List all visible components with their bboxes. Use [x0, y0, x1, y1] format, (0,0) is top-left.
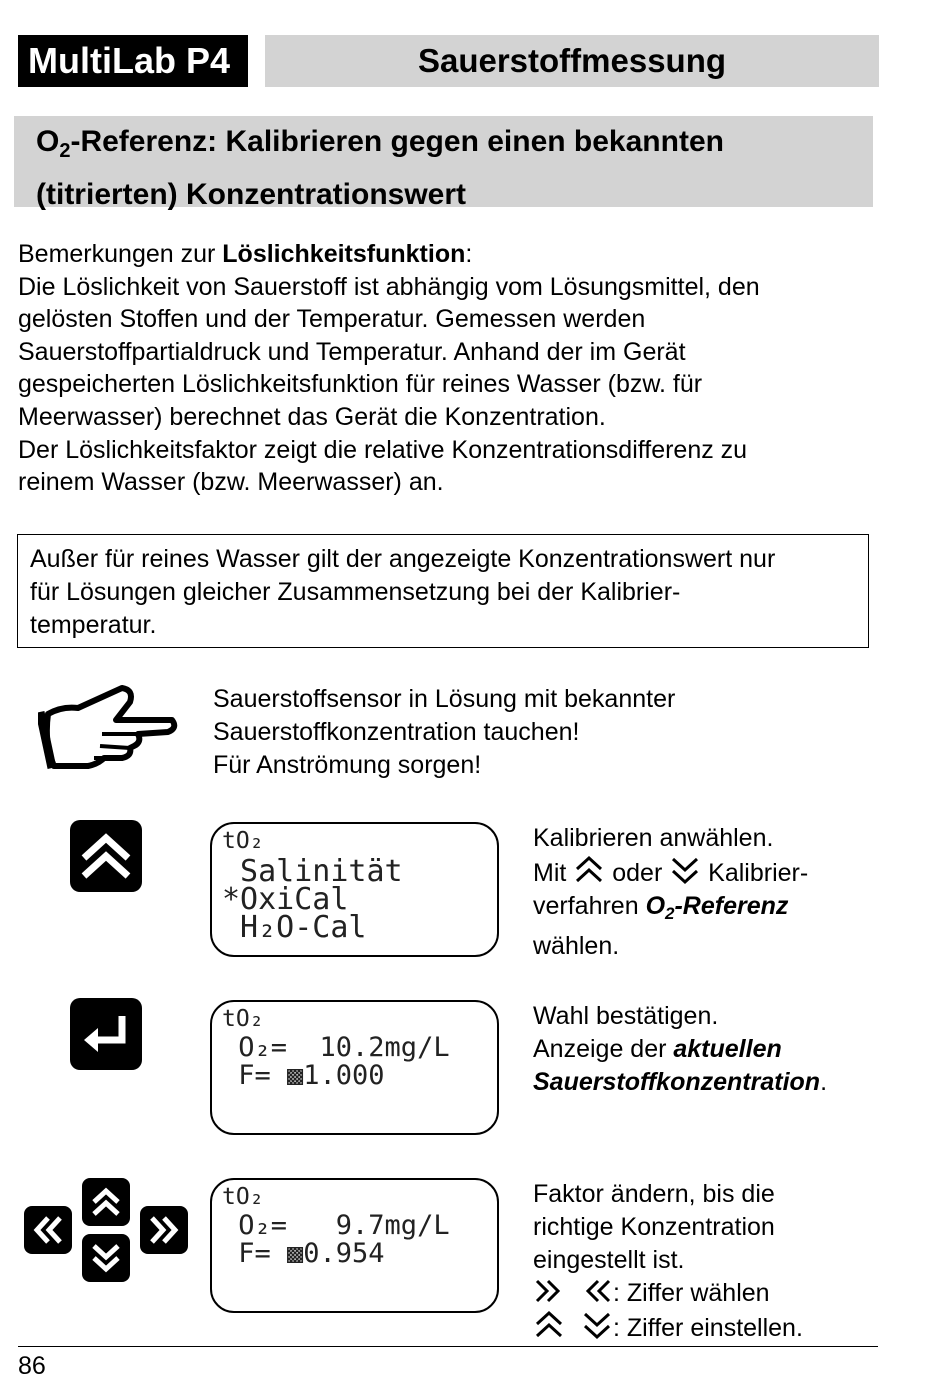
- step-text: .: [820, 1068, 828, 1096]
- step-subscript: 2: [665, 904, 675, 923]
- hint-line: Sauerstoffkonzentration tauchen!: [213, 718, 580, 746]
- intro-line: reinem Wasser (bzw. Meerwasser) an.: [18, 468, 444, 497]
- step-text: oder: [605, 859, 670, 887]
- page-heading: [14, 116, 873, 211]
- step-line: Faktor ändern, bis die: [533, 1180, 775, 1208]
- lcd-line: H₂O-Cal: [222, 910, 367, 945]
- step-text: Mit: [533, 859, 574, 887]
- step-line: [533, 1033, 933, 1066]
- adjust-digit-line: [533, 1310, 933, 1345]
- lcd-display-1: [210, 822, 499, 957]
- step-bold: O: [645, 892, 666, 920]
- step-line: richtige Konzentration: [533, 1213, 775, 1241]
- remark-prefix: Bemerkungen zur: [18, 240, 223, 268]
- enter-key-button[interactable]: [70, 998, 142, 1070]
- select-digit-label: : Ziffer wählen: [613, 1279, 770, 1307]
- double-chevron-left-icon: [24, 1206, 72, 1254]
- double-chevron-right-icon: [533, 1277, 565, 1305]
- double-chevron-left-icon: [581, 1277, 613, 1305]
- double-chevron-up-icon: [70, 820, 142, 892]
- lcd-display-2: [210, 1000, 499, 1135]
- down-key-button[interactable]: [82, 1234, 130, 1282]
- step-line: [533, 890, 933, 930]
- step-3-text: [533, 1178, 933, 1345]
- step-text: Anzeige der: [533, 1035, 674, 1063]
- note-line: temperatur.: [30, 611, 157, 639]
- remark-line: [18, 238, 918, 271]
- footer-divider: [18, 1346, 878, 1347]
- lcd-line: O₂= 10.2mg/L: [222, 1032, 450, 1063]
- step-1-text: [533, 822, 933, 963]
- step-bold: Sauerstoffkonzentration: [533, 1068, 821, 1096]
- double-chevron-up-icon: [573, 855, 605, 885]
- double-chevron-right-icon: [140, 1206, 188, 1254]
- section-topic: Sauerstoffmessung: [265, 35, 879, 87]
- lcd-display-3: [210, 1178, 499, 1313]
- step-text: verfahren: [533, 892, 646, 920]
- intro-paragraph: [18, 238, 918, 499]
- double-chevron-down-icon: [82, 1234, 130, 1282]
- heading-o: O: [36, 125, 60, 158]
- double-chevron-up-icon: [533, 1310, 565, 1340]
- step-bold: aktuellen: [673, 1035, 782, 1063]
- step-line: [533, 1066, 933, 1099]
- heading-line1: -Referenz: Kalibrieren gegen einen bekannten: [70, 125, 724, 158]
- intro-line: Meerwasser) berechnet das Gerät die Konzentration.: [18, 402, 606, 431]
- double-chevron-down-icon: [669, 855, 701, 885]
- lcd-line: *OxiCal: [222, 882, 349, 917]
- intro-line: Der Löslichkeitsfaktor zeigt die relative Konzentrationsdifferenz zu: [18, 435, 748, 464]
- step-bold: -Referenz: [674, 892, 789, 920]
- up-key-button[interactable]: [82, 1178, 130, 1226]
- intro-line: gelösten Stoffen und der Temperatur. Gemessen werden: [18, 305, 646, 334]
- intro-line: gespeicherten Löslichkeitsfunktion für reines Wasser (bzw. für: [18, 370, 703, 399]
- select-digit-line: [533, 1277, 933, 1310]
- up-key-button[interactable]: [70, 820, 142, 892]
- lcd-line: tO₂: [222, 1006, 264, 1032]
- step-2-text: [533, 1000, 933, 1099]
- note-line: für Lösungen gleicher Zusammensetzung bei der Kalibrier-: [30, 578, 681, 606]
- page-number: 86: [18, 1352, 46, 1380]
- double-chevron-down-icon: [581, 1310, 613, 1340]
- brand-label: MultiLab P4: [18, 35, 248, 87]
- hint-text: [213, 683, 913, 782]
- step-line: wählen.: [533, 932, 620, 960]
- pointing-hand-icon: [38, 684, 178, 774]
- step-line: eingestellt ist.: [533, 1246, 685, 1274]
- heading-line2: (titrierten) Konzentrationswert: [36, 178, 467, 211]
- hint-line: Für Anströmung sorgen!: [213, 751, 482, 779]
- enter-arrow-icon: [70, 998, 142, 1070]
- double-chevron-up-icon: [82, 1178, 130, 1226]
- lcd-line: tO₂: [222, 1184, 264, 1210]
- adjust-digit-label: : Ziffer einstellen.: [613, 1314, 803, 1342]
- step-line: [533, 855, 933, 890]
- intro-line: Sauerstoffpartialdruck und Temperatur. Anhand der im Gerät: [18, 337, 686, 366]
- lcd-line: F= ▩0.954: [222, 1238, 385, 1269]
- step-text: Kalibrier-: [701, 859, 809, 887]
- lcd-line: O₂= 9.7mg/L: [222, 1210, 450, 1241]
- note-box: [17, 534, 869, 648]
- remark-bold: Löslichkeitsfunktion: [222, 240, 466, 268]
- step-line: Wahl bestätigen.: [533, 1002, 719, 1030]
- remark-suffix: :: [465, 240, 473, 268]
- left-key-button[interactable]: [24, 1206, 72, 1254]
- lcd-line: F= ▩1.000: [222, 1060, 385, 1091]
- intro-line: Die Löslichkeit von Sauerstoff ist abhängig vom Lösungsmittel, den: [18, 272, 760, 301]
- right-key-button[interactable]: [140, 1206, 188, 1254]
- heading-subscript: 2: [59, 140, 71, 162]
- lcd-line: Salinität: [222, 854, 403, 889]
- hint-line: Sauerstoffsensor in Lösung mit bekannter: [213, 685, 676, 713]
- step-line: Kalibrieren anwählen.: [533, 824, 774, 852]
- lcd-line: tO₂: [222, 828, 264, 854]
- note-line: Außer für reines Wasser gilt der angezeigte Konzentrationswert nur: [30, 545, 776, 573]
